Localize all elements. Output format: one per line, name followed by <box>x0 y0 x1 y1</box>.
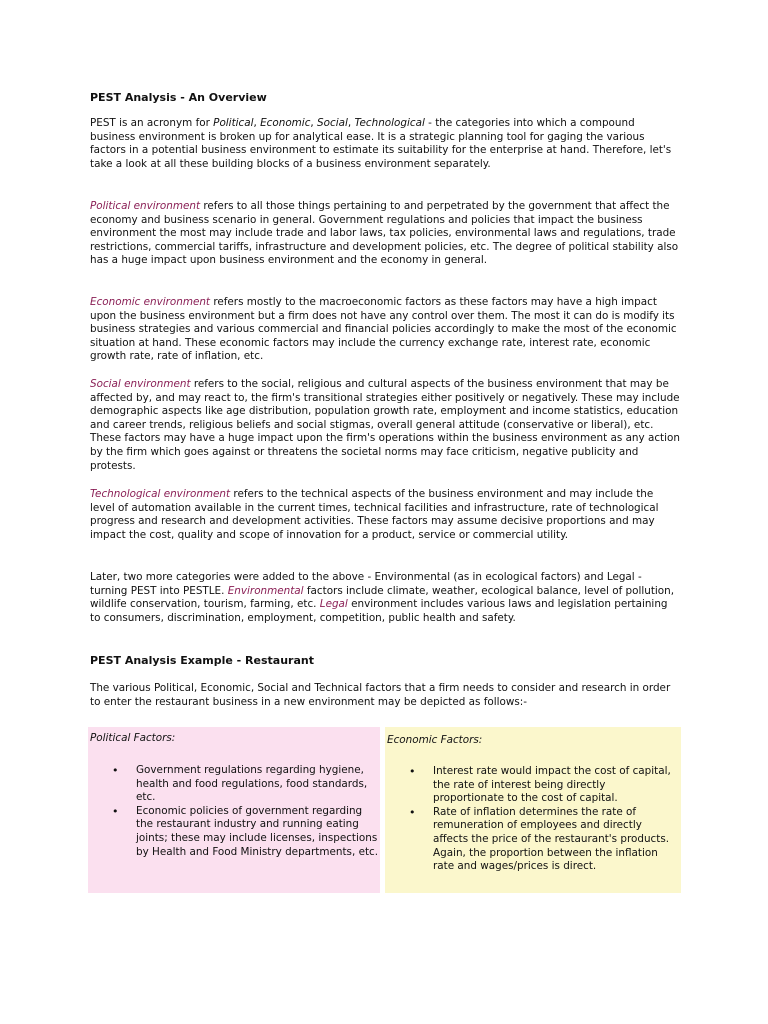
intro-term-social: Social <box>317 117 348 129</box>
social-body: refers to the social, religious and cultural aspects of the business environment that may be affected by, and may react to, the firm's transitional strategies either positively or negatively. These may include demographic aspects like age distribution, population growth rate, employment and income statistics, education and career trends, religious beliefs and social stigmas, overall general attitude (conservative or liberal), etc. These factors may have a huge impact upon the firm's operations within the business environment as any action by the firm which goes against or threatens the societal norms may face criticism, negative publicity and protests. <box>90 378 680 472</box>
economic-term: Economic environment <box>90 296 211 308</box>
political-factors-title: Political Factors: <box>90 732 176 744</box>
pestle-term-environmental: Environmental <box>227 584 304 597</box>
economic-body: refers mostly to the macroeconomic factors as these factors may have a high impact upon the business environment but a firm does not have any control over them. The most it can do is modify its business strategies and various commercial and financial policies accordingly to make the most of the economic situation at hand. These economic factors may include the currency exchange rate, interest rate, economic growth rate, rate of inflation, etc. <box>90 296 677 363</box>
economic-factors-cell <box>385 727 681 893</box>
technological-paragraph <box>90 488 680 542</box>
example-intro-paragraph: The various Political, Economic, Social and Technical factors that a firm needs to consider and research in order to enter the restaurant business in a new environment may be depicted as follows:- <box>90 682 671 708</box>
economic-factors-title: Economic Factors: <box>387 734 483 746</box>
intro-term-political: Political <box>213 117 254 129</box>
economic-factors-list <box>385 765 675 874</box>
list-item: • Economic policies of government regarding the restaurant industry and running eating joints; these may include licenses, inspections by Health and Food Ministry departments, etc. <box>88 805 380 859</box>
intro-sep: , <box>310 117 318 129</box>
political-factors-cell <box>88 727 380 893</box>
intro-text: PEST is an acronym for <box>90 117 214 129</box>
list-item: • Government regulations regarding hygiene, health and food regulations, food standards, etc. <box>88 764 380 805</box>
section-title-overview: PEST Analysis - An Overview <box>90 91 267 104</box>
pestle-text: Later, two more categories were added to the above - Environmental (as in ecological factors) and Legal - turning PEST into PESTLE. <box>90 571 642 597</box>
pestle-term-legal: Legal <box>319 598 348 611</box>
list-item: • Interest rate would impact the cost of capital, the rate of interest being directly proportionate to the cost of capital. <box>385 765 675 806</box>
intro-term-technological: Technological <box>354 117 425 129</box>
social-term: Social environment <box>90 378 191 390</box>
political-body: refers to all those things pertaining to and perpetrated by the government that affect the economy and business scenario in general. Government regulations and policies that impact the business environment the most may include trade and labor laws, tax policies, environmental laws and regulations, trade restrictions, commercial tariffs, infrastructure and development policies, etc. The degree of political stability also has a huge impact upon business environment and the economy in general. <box>90 200 679 267</box>
political-term: Political environment <box>90 200 201 212</box>
social-paragraph <box>90 378 680 473</box>
technological-body: refers to the technical aspects of the business environment and may include the level of automation available in the current times, technical facilities and infrastructure, rate of technological progress and research and development activities. These factors may assume decisive proportions and may impact the cost, quality and scope of innovation for a product, service or commercial utility. <box>90 488 659 541</box>
political-factors-list <box>88 764 380 859</box>
political-paragraph <box>90 200 680 268</box>
intro-sep: , <box>253 117 261 129</box>
intro-sep: , <box>347 117 355 129</box>
technological-term: Technological environment <box>90 488 231 500</box>
pestle-text-mid: factors include climate, weather, ecological balance, level of pollution, wildlife conservation, tourism, farming, etc. <box>90 584 675 611</box>
intro-paragraph <box>90 117 680 171</box>
pestle-paragraph <box>90 571 680 625</box>
list-item: • Rate of inflation determines the rate of remuneration of employees and directly affects the price of the restaurant's products. Again, the proportion between the inflation rate and wages/prices is direct. <box>385 806 675 874</box>
factors-table <box>90 727 680 893</box>
intro-term-economic: Economic <box>260 117 311 129</box>
section-title-example: PEST Analysis Example - Restaurant <box>90 654 314 667</box>
pestle-text-rest: environment includes various laws and legislation pertaining to consumers, discrimination, employment, competition, public health and safety. <box>90 598 668 624</box>
intro-text-rest: - the categories into which a compound business environment is broken up for analytical ease. It is a strategic planning tool for gaging the various factors in a potential business environment to estimate its suitability for the enterprise at hand. Therefore, let's take a look at all these building blocks of a business environment separately. <box>90 117 672 170</box>
economic-paragraph <box>90 296 680 364</box>
